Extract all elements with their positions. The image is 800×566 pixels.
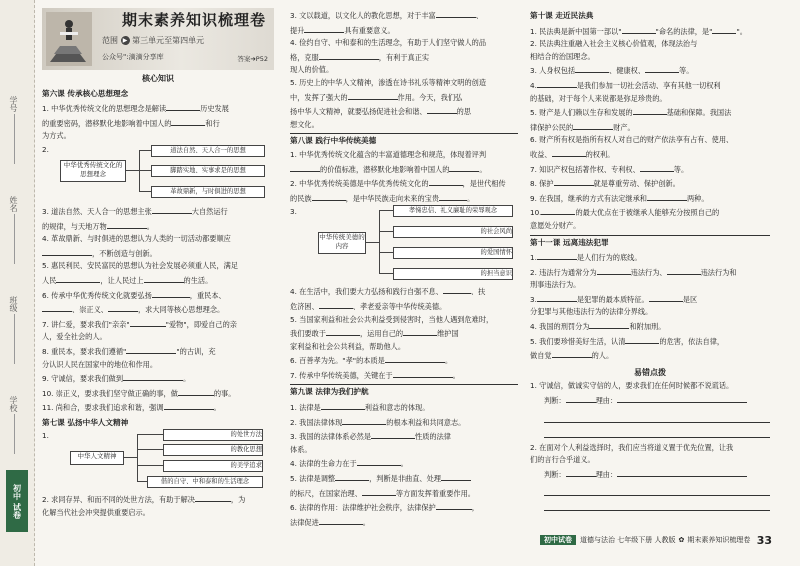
l9-question-2: 2. 我国法律体现 的根本利益和共同意志。 — [290, 415, 518, 430]
school-line — [14, 414, 15, 454]
answer-line — [544, 500, 770, 511]
l6-mindmap: 2. 中华优秀传统文化的思想理念 道法自然、天人合一的思想 脚踏实地、实事求是的思想 革故鼎新，与时俱进的思想 — [50, 144, 274, 202]
l7-question-2: 2. 求同存异、和而不同的处世方法，有助于解决 ，为 化解当代社会冲突提供重要启示。 — [42, 492, 274, 519]
brand-vertical: 初中 试卷 — [6, 470, 28, 532]
school-label: 学校 — [9, 396, 18, 412]
l10-question-8: 8. 保护 就是尊重劳动、保护创新。 — [530, 176, 770, 191]
l6-question-4: 4. 革故鼎新、与时俱进的思想认为人类的一切活动都要顺应 ，不断创造与创新。 — [42, 234, 231, 258]
name-label: 姓名 — [9, 196, 18, 212]
l10-question-5: 5. 财产是人们赖以生存和发展的 基础和保障。我国法 律保护公民的 财产。 — [530, 105, 770, 134]
l11-question-3: 3. 是犯罪的最本质特征。 是区 分犯罪与其他违法行为的法律分界线。 — [530, 292, 770, 319]
binding-margin — [0, 0, 35, 566]
scope-line — [102, 35, 204, 48]
column-1 — [42, 8, 274, 520]
l6-question-9: 9. 守诚信，要求我们做到 。 — [42, 371, 274, 386]
error-question-2: 2. 在面对个人利益选择时，我们应当将道义置于优先位置，让我 们的言行合乎道义。 — [530, 442, 734, 465]
name-line — [14, 214, 15, 264]
mindmap-leaf: 的教化思想 — [163, 444, 263, 456]
l7-question-4: 4. 俭约自守、中和泰和的生活理念，有助于人们坚守做人的品 格，克服 ，有利于真正实 现人的价值。 — [290, 38, 487, 75]
l8-question-4: 4. 在生活中，我们要大力弘扬和践行自强不息、 、扶 危济困、 、孝老爱亲等中华传统美德。 — [290, 284, 518, 313]
l7-mindmap: 1. 中华人文精神 的处世方法 的教化思想 的美学追求 偕的自守、中和泰和的生活理念 — [50, 430, 274, 490]
mindmap-leaf: 道法自然、天人合一的思想 — [151, 145, 265, 157]
l10-question-1: 1. 民法典是新中国第一部以" "命名的法律，是" "。 — [530, 24, 770, 39]
lesson-8-heading: 第八课 践行中华传统美德 — [290, 133, 518, 148]
mindmap-leaf: 的爱国情怀 — [393, 247, 513, 259]
footer-label: 期末素养知识梳理卷 — [687, 536, 751, 544]
l6-question-8: 8. 重民本，要求我们遵循" "的古训，充 分认识人民在国家中的地位和作用。 — [42, 344, 274, 371]
footer-subject: 道德与法治 七年级下册 人教版 — [580, 536, 676, 544]
l8-question-7: 7. 传承中华传统美德，关键在于 。 — [290, 368, 518, 383]
common-errors-heading: 易错点拨 — [634, 367, 666, 377]
mindmap-leaf: 偕的自守、中和泰和的生活理念 — [147, 476, 263, 488]
l11-question-1: 1. 是人们行为的底线。 — [530, 250, 770, 265]
lesson-7-heading: 第七课 弘扬中华人文精神 — [42, 417, 129, 427]
l9-question-5: 5. 法律是调整 ，判断是非曲直、处理 的标尺，在国家治理、 等方面发挥着重要作用。 — [290, 471, 518, 500]
l10-question-6: 6. 财产所有权是指所有权人对自己的财产依法享有占有、使用、 收益、 的权利。 — [530, 135, 734, 159]
column-2 — [290, 8, 518, 529]
l9-question-6: 6. 法律的作用：法律维护社会秩序，法律保护 ， 法律促进 。 — [290, 500, 518, 529]
l6-question-10: 10. 崇正义，要求我们坚守做正确的事，做 的事。 — [42, 386, 274, 401]
l8-question-1: 1. 中华优秀传统文化蕴含的丰富道德理念和规范，体现着评判 的价值标准，潜移默化地影响着中国人的 。 — [290, 149, 487, 174]
lesson-10-heading: 第十课 走近民法典 — [530, 11, 594, 20]
l6-question-11: 11. 尚和合，要求我们追求和谐，强调 。 — [42, 400, 274, 415]
error-2-judgement: 判断： 理由： — [544, 467, 770, 482]
mindmap-root: 中华人文精神 — [70, 451, 124, 465]
mindmap-leaf: 脚踏实地、实事求是的思想 — [151, 165, 265, 177]
answer-line — [544, 485, 770, 496]
l10-question-9: 9. 在我国，继承的方式有法定继承和 两种。 — [530, 191, 770, 206]
student-id-line — [14, 114, 15, 164]
l6-question-6: 6. 传承中华优秀传统文化就要弘扬 ，重民本、 、崇正义、 ，求大同等核心思想理念。 — [42, 288, 274, 317]
page-title: 期末素养知识梳理卷 — [122, 11, 267, 29]
mindmap-leaf: 革故鼎新，与时俱进的思想 — [151, 186, 265, 198]
error-question-1: 1. 守诚信，做诚实守信的人，要求我们在任何时候都不说谎话。 — [530, 381, 734, 391]
mindmap-leaf: 的美学追求 — [163, 460, 263, 472]
l10-question-10: 10. 的最大优点在于被继承人能够充分按照自己的 意愿处分财产。 — [530, 205, 770, 232]
mindmap-root: 中华传统美德的内容 — [318, 232, 366, 254]
page-footer — [540, 533, 772, 547]
l9-question-3: 3. 我国的法律体系必然是 性质的法律 体系。 — [290, 429, 518, 456]
l11-question-4: 4. 我国的刑罚分为 和附加刑。 — [530, 319, 770, 334]
reader-illustration-icon — [46, 12, 92, 66]
mindmap-leaf: 的社会风尚 — [393, 226, 513, 238]
l10-question-2: 2. 民法典注重融入社会主义核心价值观，体现法治与 相结合的治国理念。 — [530, 39, 698, 61]
subtitle: 公众号":滴滴分享库 — [102, 53, 164, 61]
range-text: 第三单元至第四单元 — [132, 36, 205, 45]
flower-icon: ✿ — [678, 536, 685, 544]
l11-question-2: 2. 违法行为通常分为 违法行为、 违法行为和 刑事违法行为。 — [530, 265, 770, 292]
mindmap-leaf: 的担当意识 — [393, 268, 513, 280]
error-1-judgement: 判断： 理由： — [544, 393, 770, 408]
lesson-11-heading: 第十一课 远离违法犯罪 — [530, 235, 770, 250]
answer-line — [544, 412, 770, 423]
l6-question-3: 3. 道法自然、天人合一的思想主张 大自然运行 的规律，与天地万物 。 — [42, 204, 274, 233]
class-label: 班级 — [9, 296, 18, 312]
l7-question-3: 3. 文以载道，以文化人的教化思想，对于丰富 、 提升 具有重要意义。 — [290, 8, 518, 37]
l10-question-4: 4. 是我们参加一切社会活动、享有其他一切权利 的基础，对于每个人来说都是弥足珍贵的。 — [530, 78, 770, 105]
play-arrow-icon: ▶ — [121, 36, 130, 45]
title-banner — [42, 8, 274, 70]
l11-question-5: 5. 我们要珍惜美好生活，认清 的危害，依法自律， 做自觉 的人。 — [530, 334, 770, 363]
core-knowledge-heading: 核心知识 — [142, 74, 174, 83]
mindmap-leaf: 的处世方法 — [163, 429, 263, 441]
lesson-9-heading: 第九课 法律为我们护航 — [290, 384, 518, 399]
l6-question-5: 5. 惠民利民、安民富民的思想认为社会发展必须重人民，满足 人民 ，让人民过上 的生活。 — [42, 261, 239, 285]
student-id-label: 学号 — [9, 96, 18, 112]
mindmap-root: 中华优秀传统文化的思想理念 — [60, 160, 126, 182]
answer-reference: 答案➔P52 — [237, 55, 268, 63]
mindmap-leaf: 孝悌忠信、礼义廉耻的荣辱观念 — [393, 205, 513, 217]
l8-question-5: 5. 当国家利益和社会公共利益受到侵害时，当他人遇到危难时， 我们要敢于 ，运用自己的 维护国 家利益和社会公共利益，帮助他人。 — [290, 314, 494, 351]
footer-brand: 初中试卷 — [540, 535, 576, 545]
l10-question-7: 7. 知识产权包括著作权、专利权、 等。 — [530, 162, 770, 177]
l6-question-1: 1. 中华优秀传统文化的思想理念是解读 历史发展 的重要密码，潜移默化地影响着中国人的 和行 为方式。 — [42, 101, 274, 143]
column-3 — [530, 8, 770, 511]
l8-question-6: 6. 百善孝为先。"孝"的本质是 。 — [290, 353, 518, 368]
l6-question-7: 7. 讲仁爱，要求我们"亲亲" "爱物"，即爱自己的亲 人，爱全社会的人。 — [42, 317, 274, 344]
range-label: 范围 — [102, 36, 118, 45]
l8-question-2: 2. 中华优秀传统美德是中华优秀传统文化的 ，是世代相传 的民族 ，是中华民族走向未来的宝贵 。 — [290, 176, 518, 205]
l10-question-3: 3. 人身权包括 、健康权、 等。 — [530, 63, 770, 78]
answer-line — [544, 427, 770, 438]
l9-question-4: 4. 法律的生命力在于 。 — [290, 456, 518, 471]
l9-question-1: 1. 法律是 利益和意志的体现。 — [290, 400, 518, 415]
page-number: 33 — [756, 533, 772, 547]
lesson-6-heading: 第六课 传承核心思想理念 — [42, 88, 129, 98]
l8-mindmap: 3. 中华传统美德的内容 孝悌忠信、礼义廉耻的荣辱观念 的社会风尚 的爱国情怀 的担当意识 — [298, 206, 518, 282]
class-line — [14, 314, 15, 364]
l7-question-5: 5. 历史上的中华人文精神，渗透在诗书礼乐等精神文明的创造 中，发挥了强大的 作用。今天，我们弘 扬中华人文精神，就要弘扬促进社会和谐、 的思 想文化。 — [290, 77, 487, 129]
